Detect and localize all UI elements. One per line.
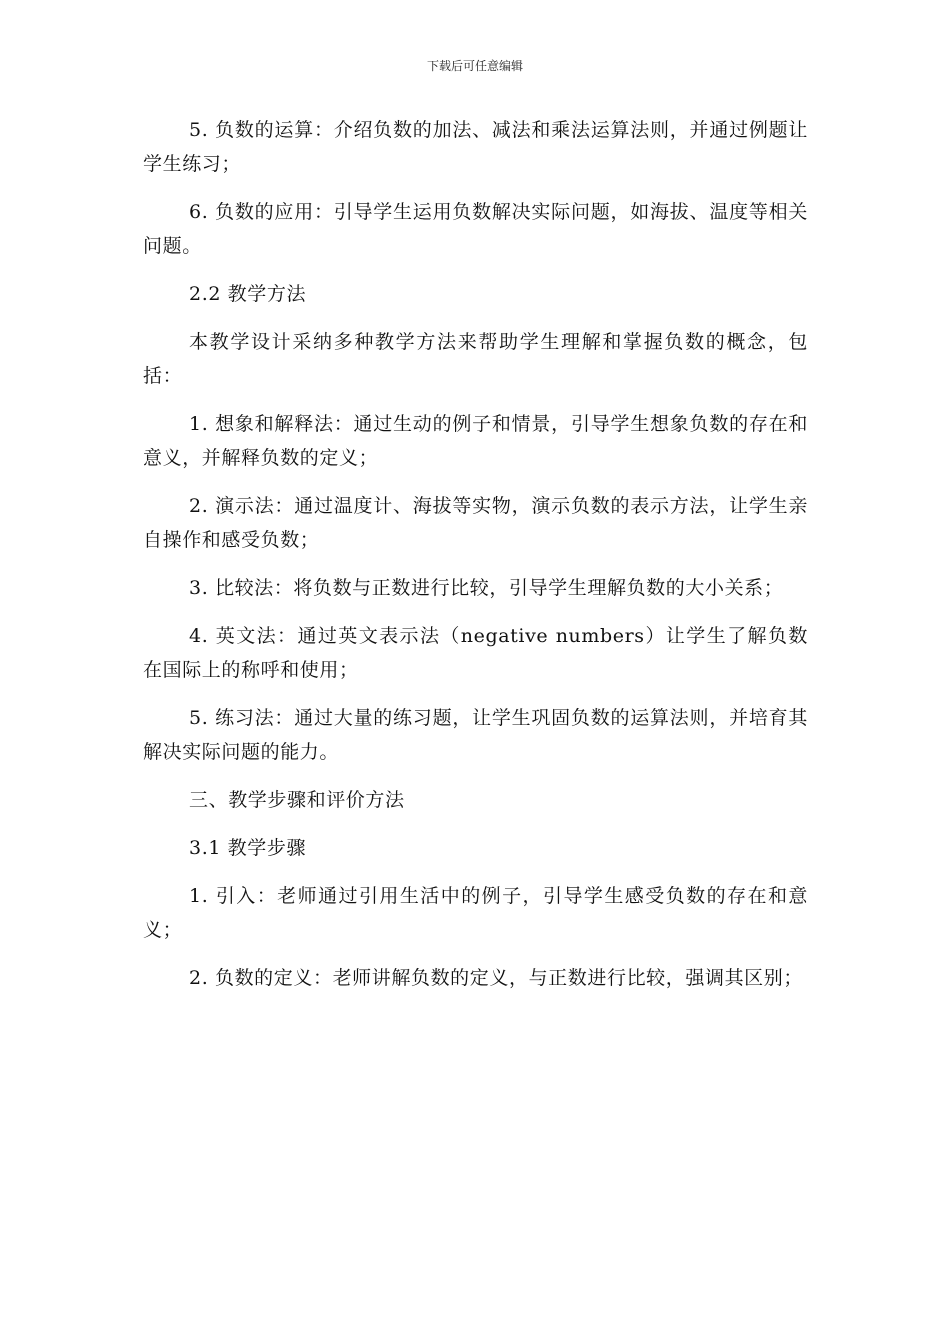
paragraph-operations: 5. 负数的运算：介绍负数的加法、减法和乘法运算法则，并通过例题让学生练习；: [143, 119, 808, 175]
list-item-introduction-step: 1. 引入：老师通过引用生活中的例子，引导学生感受负数的存在和意义；: [143, 885, 808, 941]
section-heading-teaching-steps: 3.1 教学步骤: [189, 837, 307, 859]
list-item-demonstration-method: 2. 演示法：通过温度计、海拔等实物，演示负数的表示方法，让学生亲自操作和感受负数；: [143, 495, 808, 551]
paragraph-methods-intro: 本教学设计采纳多种教学方法来帮助学生理解和掌握负数的概念，包括：: [143, 331, 808, 387]
document-body: [143, 113, 808, 1009]
paragraph-applications: 6. 负数的应用：引导学生运用负数解决实际问题，如海拔、温度等相关问题。: [143, 201, 808, 257]
list-item-definition-step: 2. 负数的定义：老师讲解负数的定义，与正数进行比较，强调其区别；: [189, 967, 803, 989]
list-item-practice-method: 5. 练习法：通过大量的练习题，让学生巩固负数的运算法则，并培育其解决实际问题的能力。: [143, 707, 808, 763]
list-item-comparison-method: 3. 比较法：将负数与正数进行比较，引导学生理解负数的大小关系；: [189, 577, 784, 599]
list-item-imagination-method: 1. 想象和解释法：通过生动的例子和情景，引导学生想象负数的存在和意义，并解释负数的定义；: [143, 413, 808, 469]
page-header: 下载后可任意编辑: [426, 59, 523, 73]
section-heading-steps-and-evaluation: 三、教学步骤和评价方法: [189, 789, 405, 811]
list-item-english-method: 4. 英文法：通过英文表示法（negative numbers）让学生了解负数在国际上的称呼和使用；: [143, 625, 808, 681]
section-heading-teaching-methods: 2.2 教学方法: [189, 283, 307, 305]
